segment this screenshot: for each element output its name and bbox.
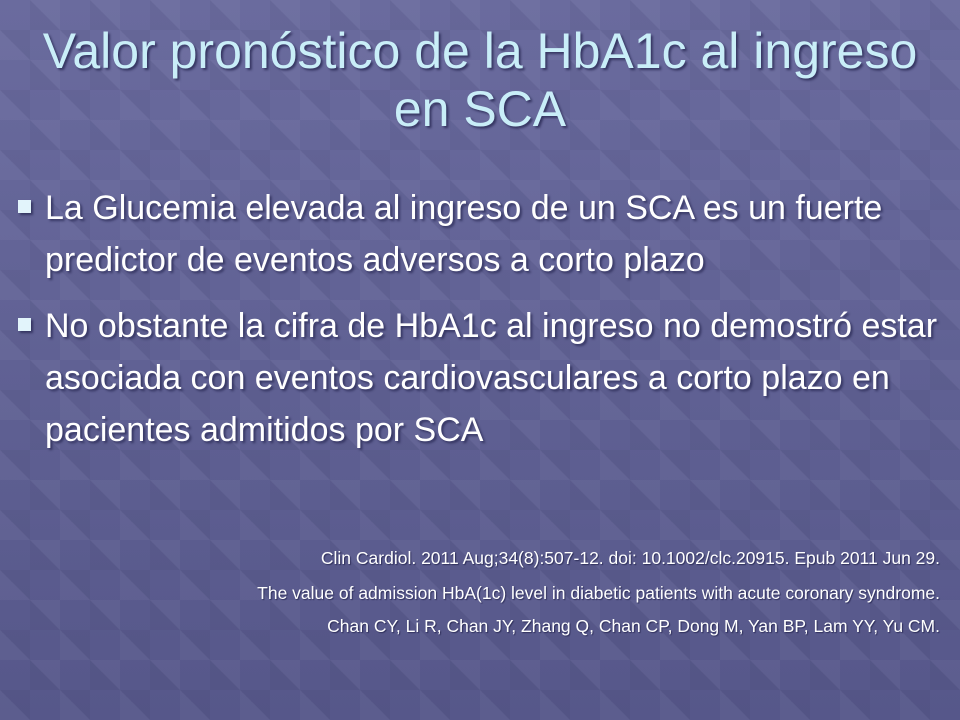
bullet-item: [18, 182, 943, 286]
reference-article-title: The value of admission HbA(1c) level in diabetic patients with acute coronary syndrome.: [257, 583, 940, 603]
slide-title: Valor pronóstico de la HbA1c al ingreso en SCA: [42, 23, 918, 137]
reference-citation: Clin Cardiol. 2011 Aug;34(8):507-12. doi: 10.1002/clc.20915. Epub 2011 Jun 29.: [320, 548, 940, 568]
bullet-list: [18, 182, 943, 456]
square-bullet-icon: [18, 318, 31, 331]
reference-authors: Chan CY, Li R, Chan JY, Zhang Q, Chan CP, Dong M, Yan BP, Lam YY, Yu CM.: [327, 616, 940, 636]
bullet-text: La Glucemia elevada al ingreso de un SCA es un fuerte predictor de eventos adversos a corto plazo: [45, 189, 883, 279]
bullet-text: No obstante la cifra de HbA1c al ingreso no demostró estar asociada con eventos cardiovasculares a corto plazo en pacientes admitidos por SCA: [45, 307, 938, 449]
reference-block: [40, 548, 940, 651]
bullet-item: [18, 300, 943, 456]
square-bullet-icon: [18, 200, 31, 213]
